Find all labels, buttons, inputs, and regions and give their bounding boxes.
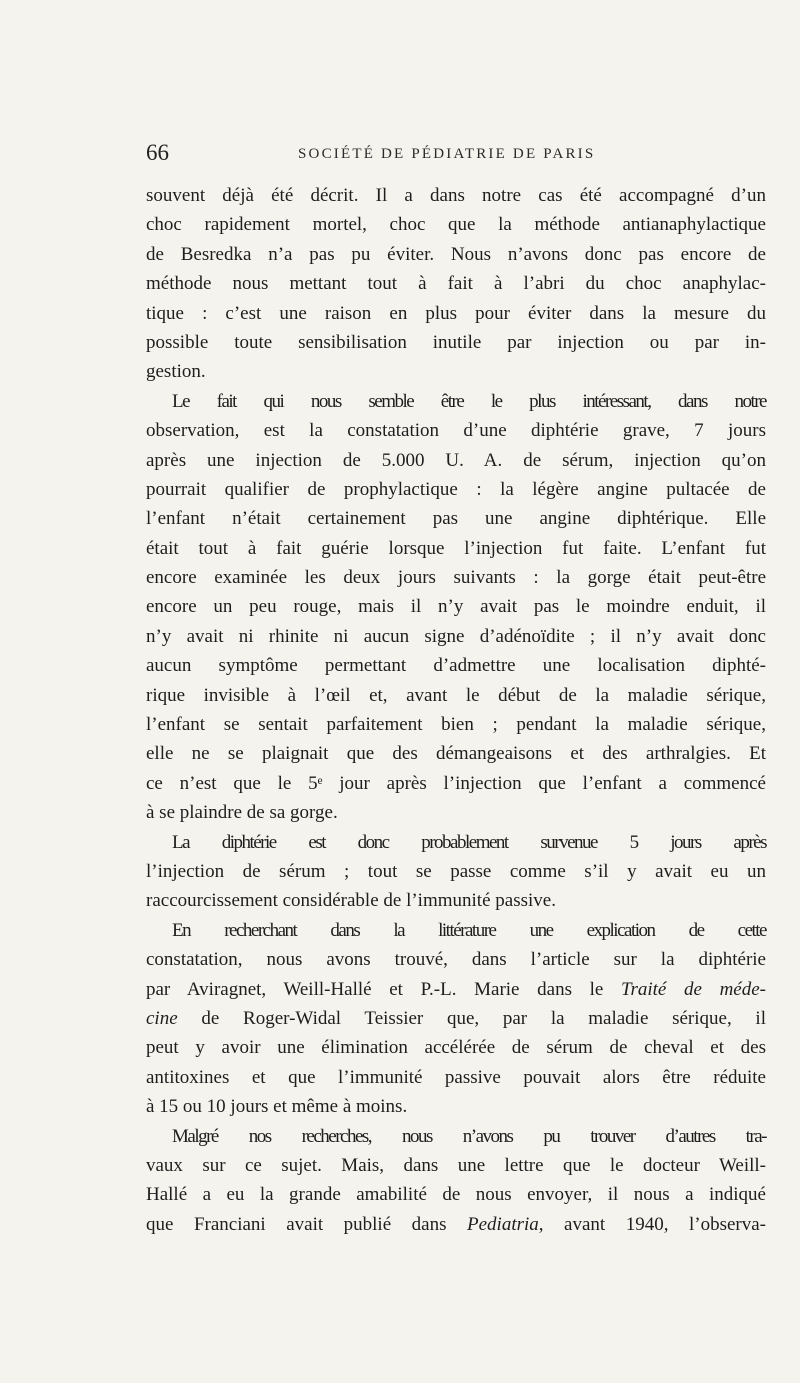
text-line: à se plaindre de sa gorge. — [146, 802, 338, 824]
text-line: que Franciani avait publié dans Pediatria, avant 1940, l’observa- — [146, 1213, 766, 1235]
text-line: souvent déjà été décrit. Il a dans notre cas été accompagné d’un — [146, 185, 766, 206]
text-line: l’injection de sérum ; tout se passe comme s’il y avait eu un — [146, 860, 766, 882]
text-line: elle ne se plaignait que des démangeaisons et des arthralgies. Et — [146, 743, 766, 765]
text-line: Hallé a eu la grande amabilité de nous envoyer, il nous a indiqué — [146, 1184, 766, 1206]
body-text — [146, 181, 766, 1239]
text-line: l’enfant n’était certainement pas une angine diphtérique. Elle — [146, 508, 766, 530]
text-line: constatation, nous avons trouvé, dans l’article sur la diphtérie — [146, 949, 766, 971]
text-line: pourrait qualifier de prophylactique : la légère angine pultacée de — [146, 478, 766, 500]
text-line: possible toute sensibilisation inutile par injection ou par in- — [146, 331, 766, 353]
text-line: n’y avait ni rhinite ni aucun signe d’adénoïdite ; il n’y avait donc — [146, 625, 766, 647]
text-line: tique : c’est une raison en plus pour éviter dans la mesure du — [146, 302, 766, 324]
text-line: méthode nous mettant tout à fait à l’abri du choc anaphylac- — [146, 273, 766, 295]
text-line: à 15 ou 10 jours et même à moins. — [146, 1096, 408, 1118]
text-line: vaux sur ce sujet. Mais, dans une lettre que le docteur Weill- — [146, 1154, 766, 1176]
text-line: raccourcissement considérable de l’immunité passive. — [146, 890, 556, 912]
text-line: encore examinée les deux jours suivants : la gorge était peut-être — [146, 567, 766, 589]
journal-title: SOCIÉTÉ DE PÉDIATRIE DE PARIS — [298, 146, 596, 162]
text-line: Malgré nos recherches, nous n’avons pu trouver d’autres tra- — [172, 1125, 766, 1147]
text-line: gestion. — [146, 361, 206, 383]
text-line: rique invisible à l’œil et, avant le début de la maladie sérique, — [146, 684, 766, 706]
text-line: de Besredka n’a pas pu éviter. Nous n’avons donc pas encore de — [146, 243, 766, 265]
text-line: Le fait qui nous semble être le plus intéressant, dans notre — [172, 390, 766, 412]
text-line: par Aviragnet, Weill-Hallé et P.-L. Marie dans le Traité de méde- — [146, 978, 766, 1000]
text-line: était tout à fait guérie lorsque l’injection fut faite. L’enfant fut — [146, 537, 766, 559]
text-line: encore un peu rouge, mais il n’y avait pas le moindre enduit, il — [146, 596, 766, 618]
text-line: cine de Roger-Widal Teissier que, par la maladie sérique, il — [146, 1007, 766, 1029]
text-line: En recherchant dans la littérature une explication de cette — [172, 919, 766, 941]
text-line: observation, est la constatation d’une diphtérie grave, 7 jours — [146, 420, 766, 442]
running-head — [146, 140, 766, 170]
text-line: La diphtérie est donc probablement survenue 5 jours après — [172, 831, 766, 853]
text-line: après une injection de 5.000 U. A. de sérum, injection qu’on — [146, 449, 766, 471]
page-number: 66 — [146, 140, 169, 165]
text-line: l’enfant se sentait parfaitement bien ; pendant la maladie sérique, — [146, 714, 766, 736]
text-line: antitoxines et que l’immunité passive pouvait alors être réduite — [146, 1066, 766, 1088]
text-line: aucun symptôme permettant d’admettre une localisation diphté- — [146, 655, 766, 677]
text-line: ce n’est que le 5ᵉ jour après l’injection que l’enfant a commencé — [146, 772, 766, 794]
text-line: peut y avoir une élimination accélérée de sérum de cheval et des — [146, 1037, 766, 1059]
text-line: choc rapidement mortel, choc que la méthode antianaphylactique — [146, 214, 766, 236]
